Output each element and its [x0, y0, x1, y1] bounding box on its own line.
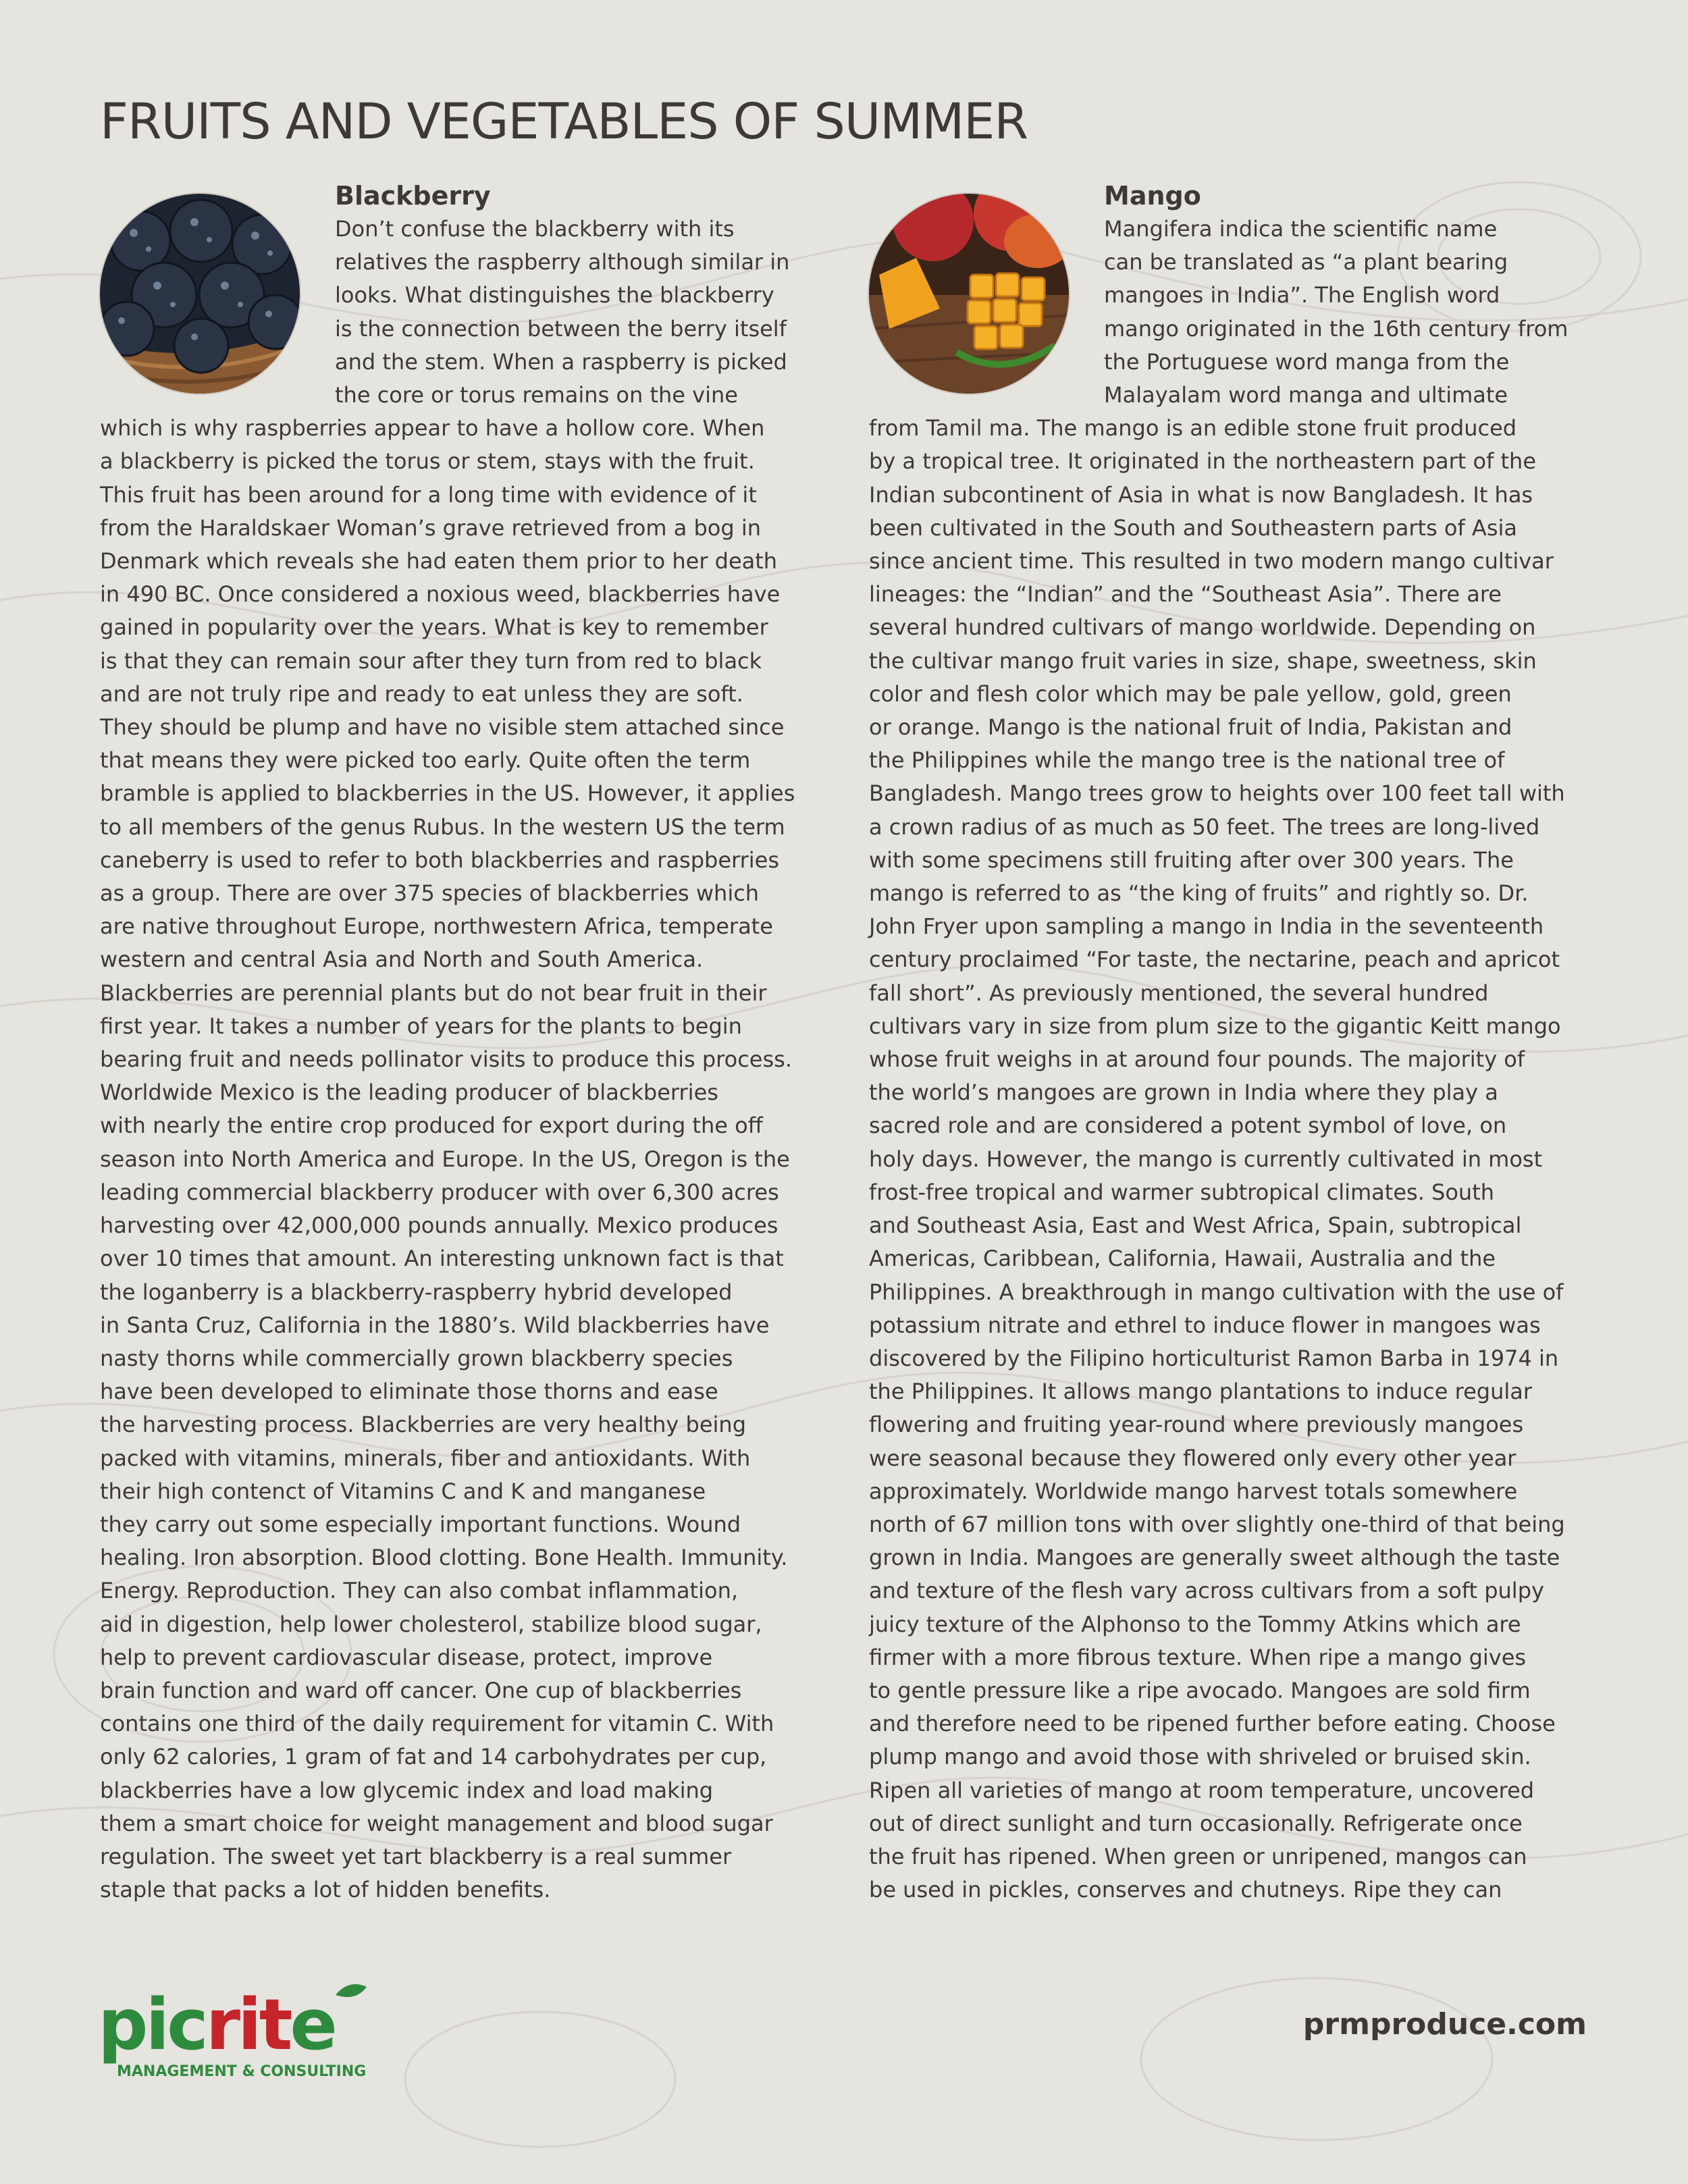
blackberry-line: their high contenct of Vitamins C and K and manganese	[100, 1478, 706, 1504]
mango-line: the fruit has ripened. When green or unripened, mangos can	[869, 1843, 1527, 1869]
mango-line: Indian subcontinent of Asia in what is now Bangladesh. It has	[869, 481, 1533, 508]
mango-line: north of 67 million tons with over slightly one-third of that being	[869, 1511, 1565, 1537]
blackberry-line: Denmark which reveals she had eaten them prior to her death	[100, 548, 778, 575]
mango-line: Bangladesh. Mango trees grow to heights over 100 feet tall with	[869, 780, 1565, 807]
mango-line: whose fruit weighs in at around four pounds. The majority of	[869, 1046, 1525, 1073]
picrite-logo	[98, 1981, 381, 2089]
blackberry-line: they carry out some especially important functions. Wound	[100, 1511, 741, 1537]
mango-line: color and flesh color which may be pale yellow, gold, green	[869, 681, 1512, 707]
blackberry-line: is that they can remain sour after they turn from red to black	[100, 647, 762, 674]
blackberry-line: them a smart choice for weight management and blood sugar	[100, 1810, 773, 1836]
mango-line: discovered by the Filipino horticulturist Ramon Barba in 1974 in	[869, 1345, 1559, 1371]
mango-line: holy days. However, the mango is currently cultivated in most	[869, 1146, 1543, 1172]
blackberry-line: a blackberry is picked the torus or stem, stays with the fruit.	[100, 448, 755, 475]
blackberry-line: looks. What distinguishes the blackberry	[335, 282, 774, 309]
mango-line: the cultivar mango fruit varies in size, shape, sweetness, skin	[869, 647, 1537, 674]
mango-line: John Fryer upon sampling a mango in India in the seventeenth	[869, 913, 1544, 940]
mango-line: by a tropical tree. It originated in the northeastern part of the	[869, 448, 1537, 475]
mango-line: since ancient time. This resulted in two modern mango cultivar	[869, 548, 1554, 575]
blackberry-line: have been developed to eliminate those thorns and ease	[100, 1379, 718, 1405]
mango-line: mangoes in India”. The English word	[1104, 282, 1500, 309]
blackberry-line: from the Haraldskaer Woman’s grave retrieved from a bog in	[100, 514, 762, 541]
blackberry-line: healing. Iron absorption. Blood clotting. Bone Health. Immunity.	[100, 1545, 788, 1571]
blackberry-line: This fruit has been around for a long time with evidence of it	[100, 481, 757, 508]
blackberry-line: Worldwide Mexico is the leading producer of blackberries	[100, 1080, 718, 1106]
blackberry-line: over 10 times that amount. An interesting unknown fact is that	[100, 1246, 784, 1272]
blackberry-line: western and central Asia and North and South America.	[100, 947, 704, 973]
blackberry-line: is the connection between the berry itself	[335, 315, 787, 342]
mango-line: mango is referred to as “the king of fruits” and rightly so. Dr.	[869, 880, 1529, 907]
footer-url[interactable]: prmproduce.com	[1302, 2007, 1587, 2042]
mango-line: and therefore need to be ripened further before eating. Choose	[869, 1711, 1556, 1737]
mango-line: from Tamil ma. The mango is an edible stone fruit produced	[869, 415, 1517, 442]
mango-line: fall short”. As previously mentioned, the several hundred	[869, 980, 1489, 1006]
mango-line: Americas, Caribbean, California, Hawaii, Australia and the	[869, 1246, 1496, 1272]
blackberry-line: that means they were picked too early. Quite often the term	[100, 747, 751, 774]
mango-image	[869, 194, 1069, 394]
mango-line: Malayalam word manga and ultimate	[1104, 382, 1508, 408]
blackberry-photo-icon	[100, 194, 300, 394]
mango-line: the Portuguese word manga from the	[1104, 348, 1510, 375]
blackberry-line: only 62 calories, 1 gram of fat and 14 carbohydrates per cup,	[100, 1744, 767, 1770]
mango-line: several hundred cultivars of mango worldwide. Depending on	[869, 614, 1536, 641]
blackberry-line: and are not truly ripe and ready to eat unless they are soft.	[100, 681, 743, 707]
blackberry-line: They should be plump and have no visible stem attached since	[100, 714, 785, 741]
blackberry-line: Don’t confuse the blackberry with its	[335, 216, 735, 242]
blackberry-line: staple that packs a lot of hidden benefits.	[100, 1877, 551, 1903]
blackberry-line: and the stem. When a raspberry is picked	[335, 348, 787, 375]
svg-text:picrite: picrite	[98, 1983, 335, 2066]
blackberry-line: Blackberries are perennial plants but do not bear fruit in their	[100, 980, 767, 1006]
mango-line: or orange. Mango is the national fruit of India, Pakistan and	[869, 714, 1512, 741]
blackberry-image	[100, 194, 300, 394]
blackberry-line: in Santa Cruz, California in the 1880’s. Wild blackberries have	[100, 1312, 770, 1338]
blackberry-line: packed with vitamins, minerals, fiber and antioxidants. With	[100, 1445, 751, 1471]
mango-line: the Philippines. It allows mango plantations to induce regular	[869, 1379, 1532, 1405]
mango-line: were seasonal because they flowered only every other year	[869, 1445, 1516, 1471]
mango-line: approximately. Worldwide mango harvest totals somewhere	[869, 1478, 1518, 1504]
page-title: FRUITS AND VEGETABLES OF SUMMER	[100, 93, 1028, 151]
mango-line: Ripen all varieties of mango at room temperature, uncovered	[869, 1777, 1535, 1803]
mango-line: Philippines. A breakthrough in mango cultivation with the use of	[869, 1279, 1564, 1305]
blackberry-line: with nearly the entire crop produced for export during the off	[100, 1113, 763, 1139]
mango-line: flowering and fruiting year-round where previously mangoes	[869, 1412, 1524, 1438]
blackberry-line: aid in digestion, help lower cholesterol, stabilize blood sugar,	[100, 1611, 762, 1637]
mango-line: grown in India. Mangoes are generally sweet although the taste	[869, 1545, 1560, 1571]
mango-line: out of direct sunlight and turn occasionally. Refrigerate once	[869, 1810, 1523, 1836]
blackberry-line: harvesting over 42,000,000 pounds annually. Mexico produces	[100, 1213, 779, 1239]
mango-line: with some specimens still fruiting after over 300 years. The	[869, 847, 1514, 873]
mango-line: plump mango and avoid those with shriveled or bruised skin.	[869, 1744, 1531, 1770]
blackberry-line: blackberries have a low glycemic index and load making	[100, 1777, 714, 1803]
mango-line: and Southeast Asia, East and West Africa, Spain, subtropical	[869, 1213, 1522, 1239]
blackberry-section	[100, 179, 826, 1907]
blackberry-line: contains one third of the daily requirement for vitamin C. With	[100, 1711, 774, 1737]
mango-line: been cultivated in the South and Southeastern parts of Asia	[869, 514, 1517, 541]
blackberry-line: Energy. Reproduction. They can also combat inflammation,	[100, 1578, 739, 1604]
blackberry-line: in 490 BC. Once considered a noxious weed, blackberries have	[100, 581, 781, 608]
mango-line: sacred role and are considered a potent symbol of love, on	[869, 1113, 1507, 1139]
mango-line: the world’s mangoes are grown in India where they play a	[869, 1080, 1498, 1106]
blackberry-line: regulation. The sweet yet tart blackberry is a real summer	[100, 1843, 732, 1869]
mango-line: frost-free tropical and warmer subtropical climates. South	[869, 1179, 1495, 1205]
blackberry-line: bearing fruit and needs pollinator visits to produce this process.	[100, 1046, 792, 1073]
mango-line: cultivars vary in size from plum size to the gigantic Keitt mango	[869, 1013, 1561, 1039]
mango-section	[869, 179, 1591, 1907]
mango-title: Mango	[1104, 181, 1201, 211]
logo-tagline: MANAGEMENT & CONSULTING	[117, 2063, 367, 2080]
blackberry-line: caneberry is used to refer to both blackberries and raspberries	[100, 847, 780, 873]
blackberry-title: Blackberry	[335, 181, 491, 211]
mango-line: to gentle pressure like a ripe avocado. Mangoes are sold firm	[869, 1677, 1531, 1703]
blackberry-line: the harvesting process. Blackberries are very healthy being	[100, 1412, 746, 1438]
mango-line: firmer with a more fibrous texture. When ripe a mango gives	[869, 1644, 1527, 1670]
mango-line: a crown radius of as much as 50 feet. The trees are long-lived	[869, 814, 1540, 840]
blackberry-line: gained in popularity over the years. What is key to remember	[100, 614, 768, 641]
mango-line: juicy texture of the Alphonso to the Tommy Atkins which are	[869, 1611, 1521, 1637]
mango-line: can be translated as “a plant bearing	[1104, 249, 1508, 275]
blackberry-line: are native throughout Europe, northwestern Africa, temperate	[100, 913, 773, 940]
blackberry-line: leading commercial blackberry producer with over 6,300 acres	[100, 1179, 779, 1205]
blackberry-line: nasty thorns while commercially grown blackberry species	[100, 1345, 733, 1371]
mango-photo-icon	[869, 194, 1069, 394]
blackberry-line: the core or torus remains on the vine	[335, 382, 738, 408]
blackberry-line: season into North America and Europe. In the US, Oregon is the	[100, 1146, 790, 1172]
blackberry-line: bramble is applied to blackberries in the US. However, it applies	[100, 780, 795, 807]
blackberry-line: first year. It takes a number of years for the plants to begin	[100, 1013, 742, 1039]
blackberry-line: brain function and ward off cancer. One cup of blackberries	[100, 1677, 742, 1703]
mango-line: the Philippines while the mango tree is the national tree of	[869, 747, 1505, 774]
mango-line: be used in pickles, conserves and chutneys. Ripe they can	[869, 1877, 1502, 1903]
mango-line: mango originated in the 16th century from	[1104, 315, 1568, 342]
mango-line: Mangifera indica the scientific name	[1104, 216, 1498, 242]
blackberry-line: relatives the raspberry although similar in	[335, 249, 790, 275]
blackberry-line: to all members of the genus Rubus. In the western US the term	[100, 814, 785, 840]
blackberry-line: as a group. There are over 375 species of blackberries which	[100, 880, 760, 907]
blackberry-line: the loganberry is a blackberry-raspberry hybrid developed	[100, 1279, 733, 1305]
mango-line: potassium nitrate and ethrel to induce flower in mangoes was	[869, 1312, 1541, 1338]
blackberry-line: help to prevent cardiovascular disease, protect, improve	[100, 1644, 713, 1670]
mango-line: and texture of the flesh vary across cultivars from a soft pulpy	[869, 1578, 1544, 1604]
blackberry-line: which is why raspberries appear to have a hollow core. When	[100, 415, 765, 442]
mango-line: century proclaimed “For taste, the nectarine, peach and apricot	[869, 947, 1560, 973]
mango-line: lineages: the “Indian” and the “Southeast Asia”. There are	[869, 581, 1502, 608]
